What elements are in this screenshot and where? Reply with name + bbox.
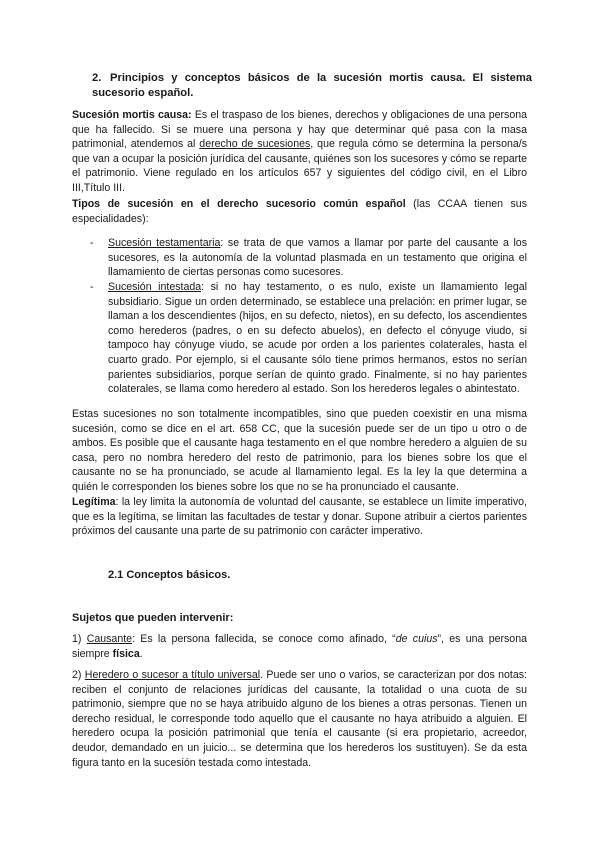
paragraph-legitima: [72, 495, 527, 539]
paragraph-text: : Es la persona fallecida, se conoce como afinado, “: [132, 633, 396, 645]
bullet-dash: -: [90, 281, 94, 293]
subsection-heading: 2.1 Conceptos básicos.: [108, 569, 231, 581]
item-prefix: 1): [72, 633, 87, 645]
term-causante: Causante: [86, 633, 133, 645]
list-item-testamentaria: [90, 236, 527, 280]
bullet-dash: -: [90, 237, 94, 249]
derecho-sucesiones-link: derecho de sucesiones: [199, 138, 311, 151]
term-tipos: Tipos de sucesión en el derecho sucesorio común español: [72, 198, 406, 210]
paragraph-mortis-causa: [72, 108, 527, 196]
paragraph-text: .: [139, 647, 143, 660]
subjects-heading: Sujetos que pueden intervenir:: [72, 612, 234, 624]
paragraph-causante: [72, 632, 527, 661]
list-item-text: [108, 236, 527, 280]
item-prefix: 2): [72, 669, 85, 681]
term-mortis-causa: Sucesión mortis causa:: [72, 109, 192, 121]
term-de-cuius: de cuius: [395, 633, 438, 645]
term-intestada: Sucesión intestada: [108, 281, 202, 293]
paragraph-tipos: [72, 197, 527, 226]
paragraph-text: : la ley limita la autonomía de voluntad del causante, se establece un límite imperativo, que es la legítima, se limitan las facultades de testar y donar. Supone atribuir a ciertos parientes próximos del causante una parte de su patrimonio con carácter imperativo.: [72, 496, 527, 538]
paragraph-text: : si no hay testamento, o es nulo, existe un llamamiento legal subsidiario. Sigue un orden determinado, se establece una prelación: en primer lugar, se llaman a los descendientes (hijos, en su defecto, nietos), en su defecto, los ascendientes como herederos (padres, o en su defecto abuelos), en defecto el cónyuge viudo, si tampoco hay cónyuge viudo, se acude por orden a los parientes colaterales, hasta el cuarto grado. Por ejemplo, si el causante sólo tiene primos hermanos, estos no serían parientes subsidiarios, porque serían de quinto grado. Finalmente, si no hay parientes colaterales, se llama como heredero al estado. Son los herederos legales o abintestato.: [108, 281, 527, 396]
list-item-text: [108, 280, 527, 397]
list-item-intestada: [90, 280, 527, 397]
paragraph-compatibilidad: [72, 407, 527, 495]
paragraph-text: Estas sucesiones no son totalmente incompatibles, sino que pueden coexistir en una misma sucesión, como se dice en el art. 658 CC, que la sucesión puede ser de un tipo u otro o de ambos. Es posible que el causante haga testamento en el que nombre heredero a alguien de su casa, pero no nombra heredero del resto de patrimonio, para los bienes sobre los que el causante no se ha pronunciado, se acude al llamamiento legal. Es la ley la que determina a quién le corresponden los bienes sobre los que no se ha pronunciado el causante.: [72, 408, 527, 493]
paragraph-text: (las CCAA tienen sus especialidades):: [72, 198, 527, 225]
paragraph-text: , que regula cómo se determina la persona/s que van a ocupar la posición jurídica del causante, quiénes son los sucesores y cómo se reparte el patrimonio. Viene regulado en los artículos 657 y siguientes del código civil, en el Libro III,Título III.: [72, 138, 528, 194]
paragraph-text: : se trata de que vamos a llamar por parte del causante a los sucesores, es la autonomía de la voluntad plasmada en un testamento que origina el llamamiento de ciertas personas como sucesores.: [108, 237, 527, 279]
section-title: Principios y conceptos básicos de la sucesión mortis causa. El sistema sucesorio español.: [92, 72, 532, 99]
term-testamentaria: Sucesión testamentaria: [108, 237, 221, 249]
term-fisica: física: [112, 647, 140, 660]
section-number: 2.: [92, 72, 102, 84]
paragraph-text: Es el traspaso de los bienes, derechos y obligaciones de una persona que ha fallecido. Si se muere una persona y hay que determinar qué pasa con la masa patrimonial, atendemos al: [72, 109, 527, 151]
paragraph-text: ”, es una persona siempre: [72, 633, 527, 660]
paragraph-text: . Puede ser uno o varios, se caracterizan por dos notas: reciben el conjunto de relaciones jurídicas del causante, la totalidad o una cuota de su patrimonio, siempre que no se haya atribuido alguno de los bienes a otras personas. Tienen un derecho residual, le corresponde todo aquello que el causante no haya atribuido a alguien. El heredero ocupa la posición patrimonial que tenía el causante (si era propietario, acreedor, deudor, demandado en un juicio... se determina que los herederos los sustituyen). Se da esta figura tanto en la sucesión testada como intestada.: [72, 669, 527, 769]
paragraph-heredero: [72, 668, 527, 770]
term-heredero: Heredero o sucesor a título universal: [84, 669, 261, 681]
section-heading: [92, 71, 532, 100]
term-legitima: Legítima: [72, 496, 116, 508]
